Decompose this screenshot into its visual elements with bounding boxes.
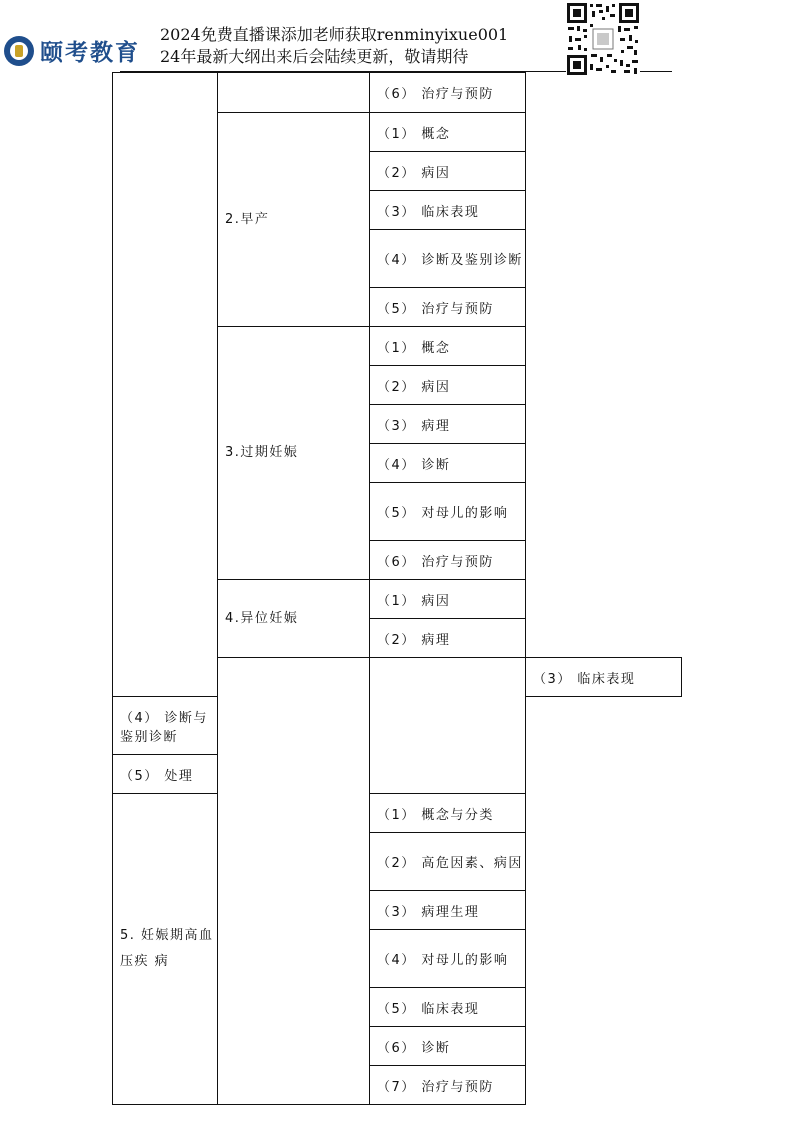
subtopic-cell: （4） 诊断与鉴别诊断 bbox=[113, 697, 218, 755]
subtopic-cell: （3） 病理 bbox=[370, 405, 526, 444]
subtopic-cell: （2） 病因 bbox=[370, 152, 526, 191]
unit-cell bbox=[218, 658, 370, 1105]
subtopic-cell: （5） 治疗与预防 bbox=[370, 288, 526, 327]
subtopic-cell: （2） 病理 bbox=[370, 619, 526, 658]
qr-code-icon bbox=[566, 2, 640, 76]
subtopic-cell: （6） 诊断 bbox=[370, 1027, 526, 1066]
topic-cell bbox=[218, 113, 370, 327]
subtopic-cell: （7） 治疗与预防 bbox=[370, 1066, 526, 1105]
subtopic-cell: （5） 对母儿的影响 bbox=[370, 483, 526, 541]
subtopic-cell: （2） 病因 bbox=[370, 366, 526, 405]
promo-text bbox=[160, 24, 508, 68]
table-row bbox=[113, 794, 682, 833]
exam-outline-table bbox=[112, 72, 682, 1105]
subtopic-cell: （3） 临床表现 bbox=[526, 658, 682, 697]
topic-cell bbox=[218, 327, 370, 580]
promo-line-2: 24年最新大纲出来后会陆续更新，敬请期待 bbox=[160, 47, 469, 66]
subtopic-cell: （5） 处理 bbox=[113, 755, 218, 794]
topic-cell bbox=[218, 580, 370, 658]
subtopic-cell: （4） 诊断 bbox=[370, 444, 526, 483]
brand-name: 颐考教育 bbox=[40, 40, 140, 66]
unit-cell bbox=[113, 73, 218, 697]
subtopic-cell: （3） 临床表现 bbox=[370, 191, 526, 230]
subtopic-cell: （2） 高危因素、病因 bbox=[370, 833, 526, 891]
subtopic-cell: （3） 病理生理 bbox=[370, 891, 526, 930]
subtopic-cell: （5） 临床表现 bbox=[370, 988, 526, 1027]
promo-line-1: 2024免费直播课添加老师获取renminyixue001 bbox=[160, 25, 509, 44]
brand-logo bbox=[4, 34, 140, 67]
subtopic-cell: （4） 诊断及鉴别诊断 bbox=[370, 230, 526, 288]
topic-cell bbox=[370, 658, 526, 794]
topic-title: 4.异位妊娠 bbox=[225, 610, 299, 626]
subtopic-cell: （6） 治疗与预防 bbox=[370, 541, 526, 580]
topic-cell bbox=[113, 794, 218, 1105]
shield-logo-icon bbox=[4, 36, 34, 66]
subtopic-cell: （6） 治疗与预防 bbox=[370, 73, 526, 113]
topic-cell bbox=[218, 73, 370, 113]
subtopic-cell: （4） 对母儿的影响 bbox=[370, 930, 526, 988]
subtopic-cell: （1） 病因 bbox=[370, 580, 526, 619]
subtopic-cell: （1） 概念 bbox=[370, 113, 526, 152]
table-row bbox=[113, 73, 682, 113]
subtopic-cell: （1） 概念与分类 bbox=[370, 794, 526, 833]
subtopic-cell: （1） 概念 bbox=[370, 327, 526, 366]
topic-title: 2.早产 bbox=[225, 211, 270, 227]
topic-title: 5. 妊娠期高血压疾 病 bbox=[120, 928, 214, 969]
topic-title: 3.过期妊娠 bbox=[225, 445, 299, 460]
